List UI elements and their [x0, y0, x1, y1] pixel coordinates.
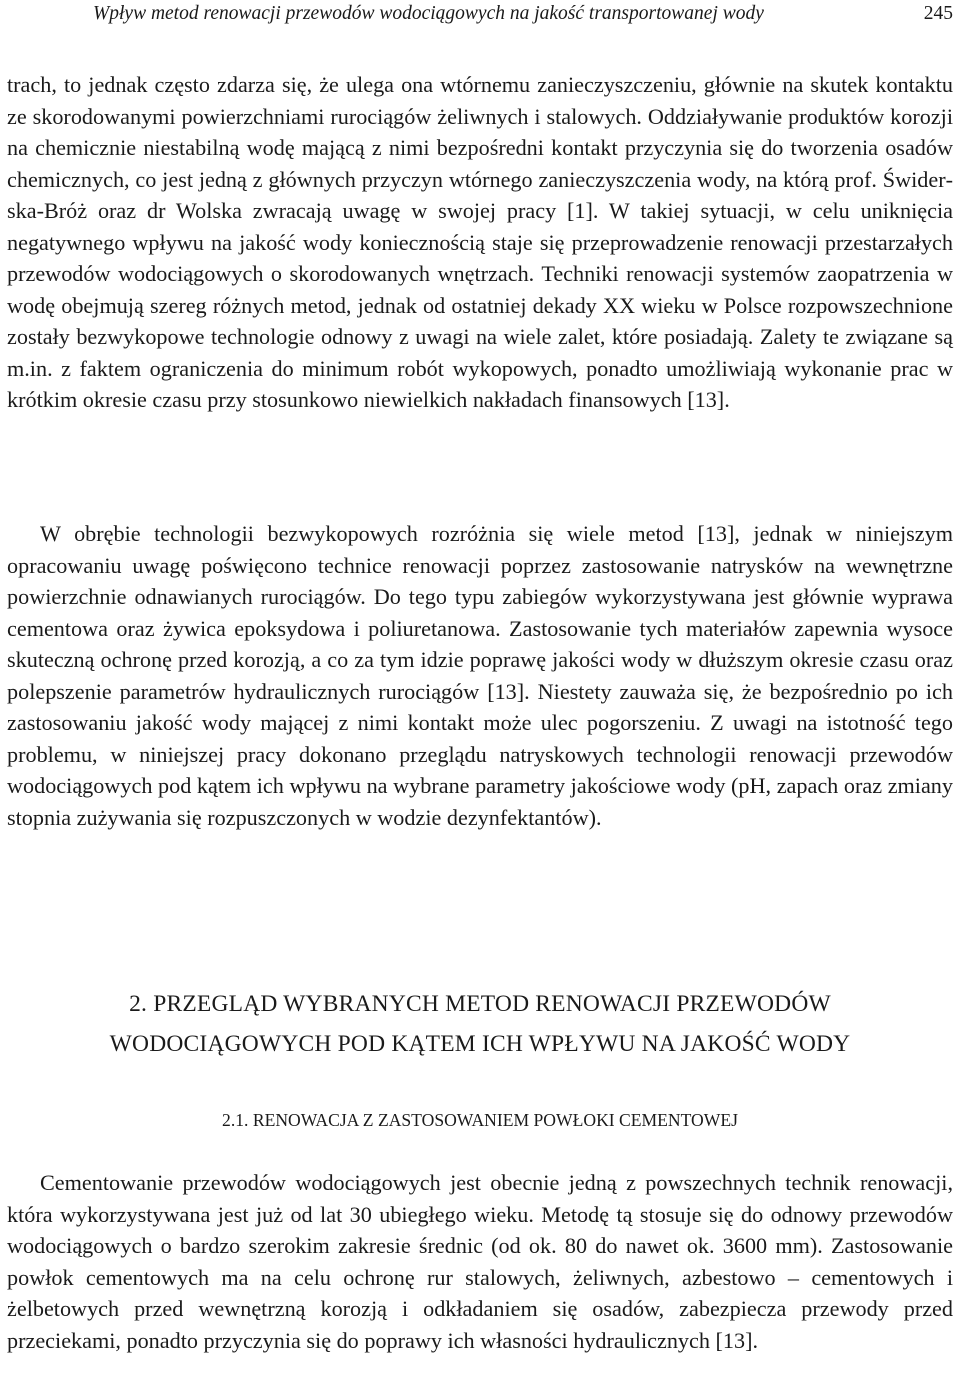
running-header [7, 0, 953, 28]
paragraph-3: Cementowanie przewodów wodociągowych jest obecnie jedną z powszechnych technik renowacji, która wykorzystywana jest już od lat 30 ubiegłego wieku. Metodę tą stosuje się do odnowy przewodów wodociągowych o bardzo szerokim zakresie średnic (od ok. 80 do nawet ok. 3600 mm). Zastosowanie powłok cementowych ma na celu ochronę rur stalowych, żeliwnych, azbestowo – cementowych i żelbetowych przed wewnętrzną korozją i odkładaniem się osadów, zabezpiecza przewody przed przeciekami, ponadto przyczynia się do poprawy ich własności hydraulicznych [13]. [7, 1170, 953, 1353]
section-heading-line-1: 2. PRZEGLĄD WYBRANYCH METOD RENOWACJI PRZEWODÓW [129, 991, 831, 1017]
section-heading-line-2: WODOCIĄGOWYCH POD KĄTEM ICH WPŁYWU NA JAKOŚĆ WODY [109, 1031, 851, 1057]
paragraph-block-3 [7, 1167, 953, 1356]
paragraph-1: trach, to jednak często zdarza się, że ulega ona wtórnemu zanieczyszczeniu, głównie na skutek kontaktu ze skorodowanymi powierzchniami rurociągów żeliwnych i stalowych. Oddziaływanie produktów korozji na chemicznie niestabilną wodę mającą z nimi bezpośredni kontakt przyczynia się do tworzenia osadów chemicznych, co jest jedną z głównych przyczyn wtórnego zanieczyszczenia wody, na którą prof. Świderska-Bróż oraz dr Wolska zwracają uwagę w swojej pracy [1]. W takiej sytuacji, w celu uniknięcia negatywnego wpływu na jakość wody koniecznością staje się przeprowadzenie renowacji przestarzałych przewodów wodociągowych o skorodowanych wnętrzach. Techniki renowacji systemów zaopatrzenia w wodę obejmują szereg różnych metod, jednak od ostatniej dekady XX wieku w Polsce rozpowszechnione zostały bezwykopowe technologie odnowy z uwagi na wiele zalet, które posiadają. Zalety te związane są m.in. z faktem ograniczenia do minimum robót wykopowych, ponadto umożliwiają wykonanie prac w krótkim okresie czasu przy stosunkowo niewielkich nakładach finansowych [13]. [7, 72, 953, 412]
paragraph-continuation [7, 69, 953, 416]
paragraph-2: W obrębie technologii bezwykopowych rozróżnia się wiele metod [13], jednak w niniejszym opracowaniu uwagę poświęcono technice renowacji poprzez zastosowanie natrysków na wewnętrzne powierzchnie odnawianych rurociągów. Do tego typu zabiegów wykorzystywana jest głównie wyprawa cementowa oraz żywica epoksydowa i poliuretanowa. Zastosowanie tych materiałów zapewnia wysoce skuteczną ochronę przed korozją, a co za tym idzie poprawę jakości wody w dłuższym okresie czasu oraz polepszenie parametrów hydraulicznych rurociągów [13]. Niestety zauważa się, że bezpośrednio po ich zastosowaniu jakość wody mającej z nimi kontakt może ulec pogorszeniu. Z uwagi na istotność tego problemu, w niniejszej pracy dokonano przeglądu natryskowych technologii renowacji przewodów wodociągowych pod kątem ich wpływu na wybrane parametry jakościowe wody (pH, zapach oraz zmiany stopnia zużywania się rozpuszczonych w wodzie dezynfektantów). [7, 521, 953, 830]
section-heading [7, 984, 953, 1064]
paragraph-block-2 [7, 518, 953, 833]
running-title: Wpływ metod renowacji przewodów wodociągowych na jakość transportowanej wody [93, 3, 764, 24]
subsection-heading: 2.1. RENOWACJA Z ZASTOSOWANIEM POWŁOKI CEMENTOWEJ [222, 1110, 738, 1130]
page-number: 245 [923, 3, 953, 24]
